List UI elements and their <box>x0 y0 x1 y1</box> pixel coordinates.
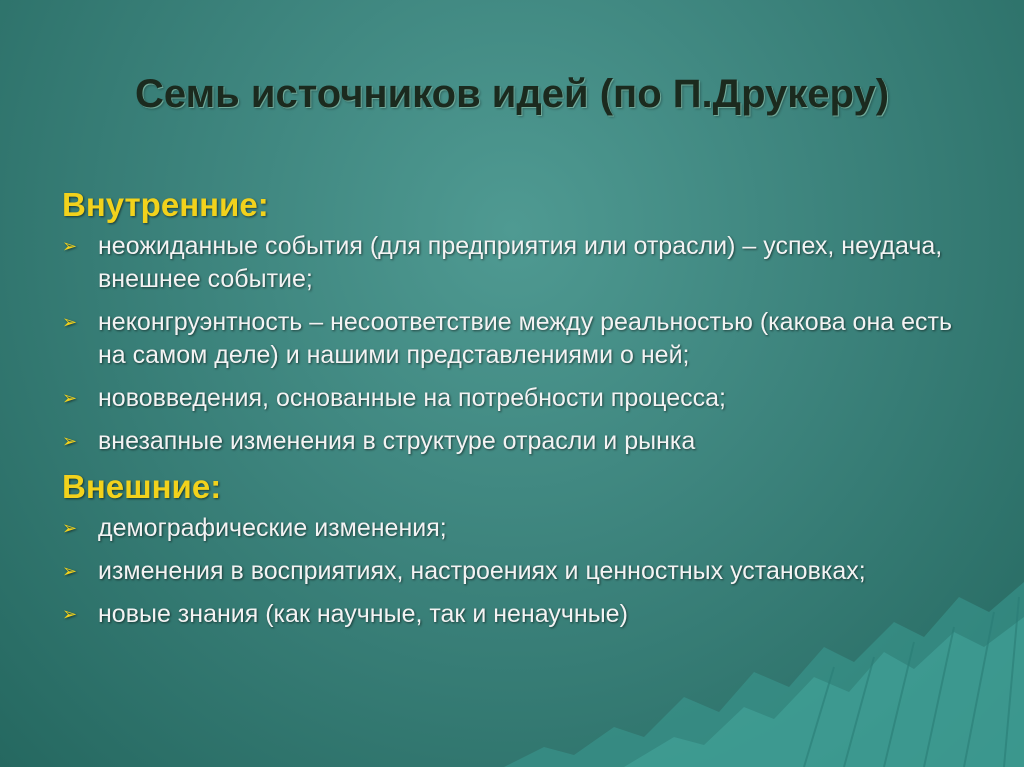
section-heading-external: Внешние: <box>62 468 222 505</box>
slide-title: Семь источников идей (по П.Друкеру) <box>134 72 890 116</box>
list-item <box>62 598 962 631</box>
external-sources-list <box>62 512 962 631</box>
list-item-text: нововведения, основанные на потребности процесса; <box>98 384 726 412</box>
chevron-right-icon: ➢ <box>62 236 78 256</box>
section-heading-internal: Внутренние: <box>62 186 269 223</box>
list-item <box>62 425 962 458</box>
chevron-right-icon: ➢ <box>62 604 78 624</box>
list-item <box>62 382 962 415</box>
slide-content <box>62 186 962 641</box>
chevron-right-icon: ➢ <box>62 388 78 408</box>
internal-sources-list <box>62 230 962 458</box>
list-item <box>62 555 962 588</box>
list-item-text: изменения в восприятиях, настроениях и ценностных установках; <box>98 557 866 585</box>
chevron-right-icon: ➢ <box>62 518 78 538</box>
list-item <box>62 306 962 372</box>
chevron-right-icon: ➢ <box>62 312 78 332</box>
list-item-text: неожиданные события (для предприятия или отрасли) – успех, неудача, внешнее событие; <box>98 232 943 293</box>
list-item <box>62 512 962 545</box>
list-item-text: новые знания (как научные, так и ненаучные) <box>98 600 628 628</box>
list-item-text: демографические изменения; <box>98 514 447 542</box>
list-item-text: неконгруэнтность – несоответствие между реальностью (какова она есть на самом деле) и нашими представлениями о ней; <box>98 308 952 369</box>
list-item-text: внезапные изменения в структуре отрасли и рынка <box>98 427 696 455</box>
list-item <box>62 230 962 296</box>
chevron-right-icon: ➢ <box>62 561 78 581</box>
chevron-right-icon: ➢ <box>62 431 78 451</box>
